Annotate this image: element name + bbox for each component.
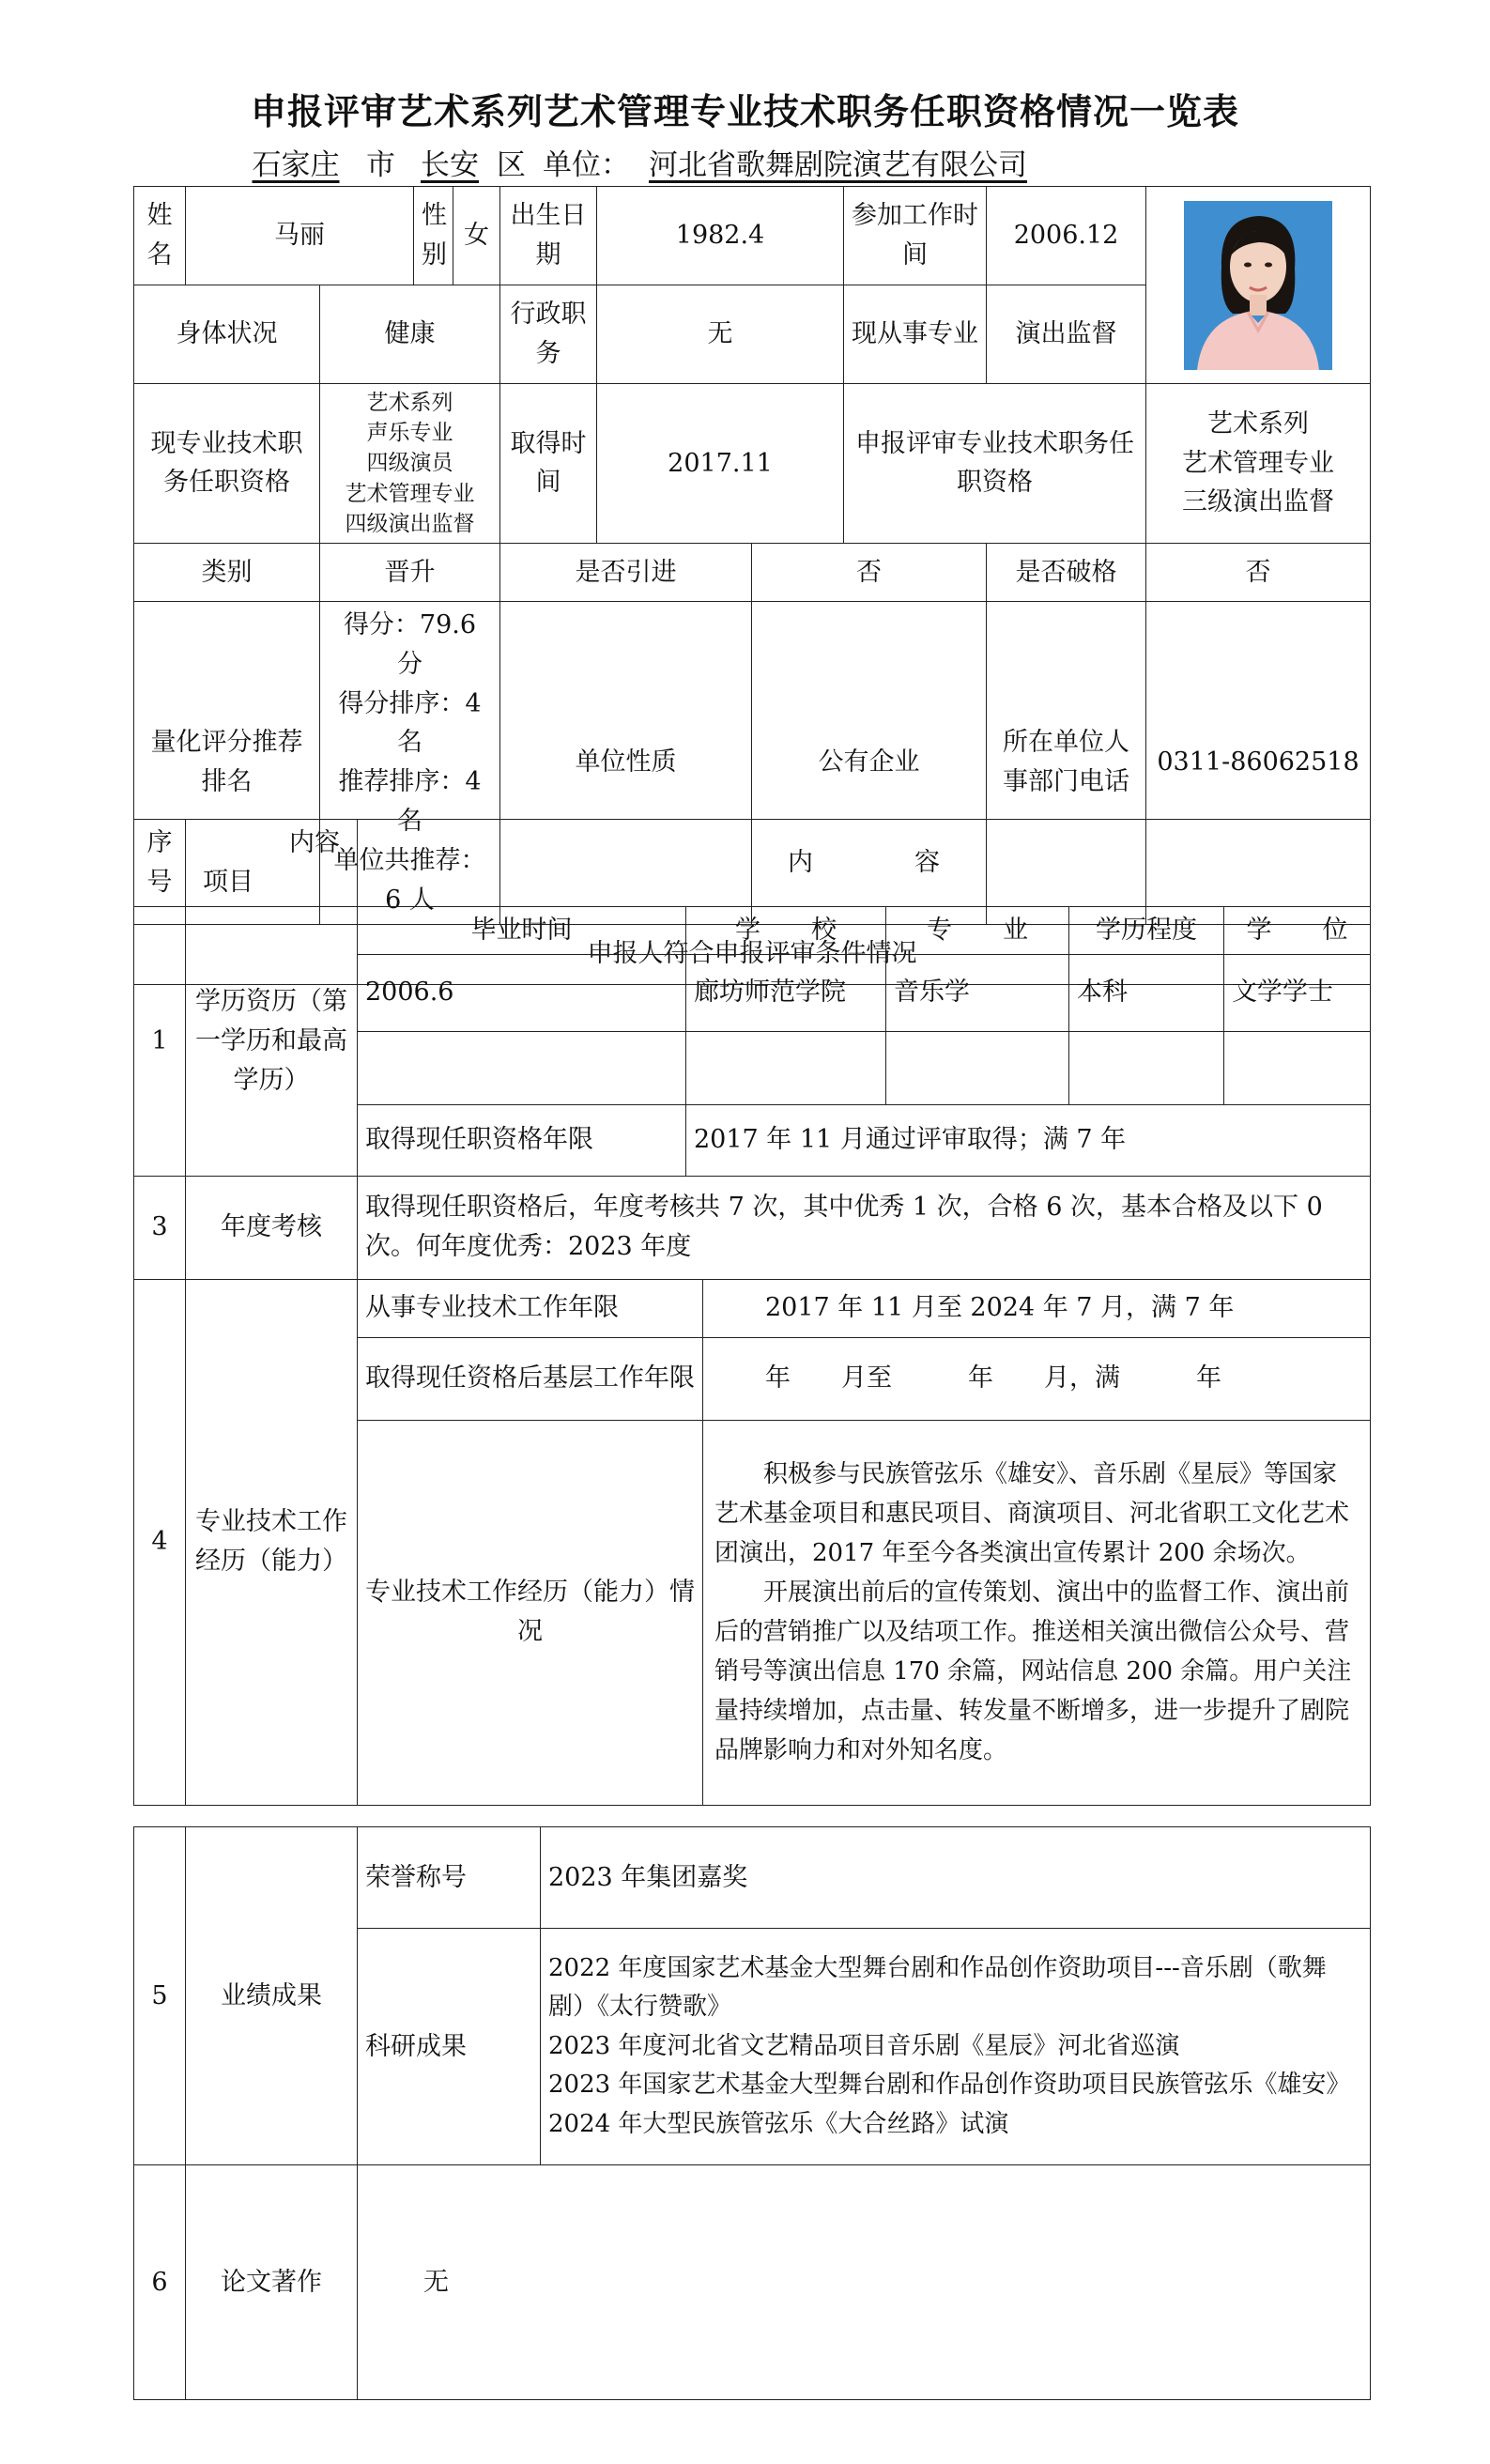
apply-title-line: 三级演出监督 — [1182, 487, 1335, 517]
current-title-value — [320, 384, 500, 544]
achievements-seq: 5 — [134, 1827, 186, 2165]
admin-value: 无 — [597, 285, 844, 384]
achievements-table — [133, 1826, 1371, 2400]
experience-detail-label: 专业技术工作经历（能力）情况 — [358, 1420, 703, 1805]
research-label: 科研成果 — [358, 1929, 541, 2165]
achievements-label: 业绩成果 — [186, 1827, 358, 2165]
introduced-value: 否 — [752, 543, 987, 601]
work-start-label: 参加工作时间 — [844, 187, 987, 285]
current-title-line: 艺术管理专业 — [345, 481, 475, 506]
edu-col-grad-time: 毕业时间 — [358, 906, 686, 954]
exception-label: 是否破格 — [987, 543, 1146, 601]
experience-base-label: 取得现任资格后基层工作年限 — [358, 1337, 703, 1420]
unit-type-label: 单位性质 — [500, 601, 752, 924]
category-value: 晋升 — [320, 543, 500, 601]
gender-label: 性别 — [414, 187, 453, 285]
content-header: 内 容 — [358, 820, 1371, 907]
health-label: 身体状况 — [134, 285, 320, 384]
edu-major: 音乐学 — [886, 954, 1069, 1031]
edu-level: 本科 — [1069, 954, 1224, 1031]
assessment-text: 取得现任职资格后，年度考核共 7 次，其中优秀 1 次，合格 6 次，基本合格及以下 0 次。何年度优秀：2023 年度 — [358, 1176, 1371, 1279]
city-label: 市 — [366, 148, 395, 182]
apply-title-label: 申报评审专业技术职务任职资格 — [844, 384, 1146, 544]
hr-label: 所在单位人事部门电话 — [987, 601, 1146, 924]
experience-years-value: 2017 年 11 月至 2024 年 7 月，满 7 年 — [703, 1279, 1371, 1337]
current-major-value: 演出监督 — [987, 285, 1146, 384]
edu-grad-time: 2006.6 — [358, 954, 686, 1031]
score-label: 量化评分推荐排名 — [134, 601, 320, 924]
obtain-value: 2017.11 — [597, 384, 844, 544]
edu-empty-cell — [686, 1031, 886, 1104]
item-header-item: 项目 — [203, 867, 253, 897]
edu-seq: 1 — [134, 906, 186, 1176]
apply-title-value — [1146, 384, 1371, 544]
current-major-label: 现从事专业 — [844, 285, 987, 384]
name-value: 马丽 — [186, 187, 414, 285]
work-start-value: 2006.12 — [987, 187, 1146, 285]
applicant-photo — [1184, 201, 1332, 370]
birth-value: 1982.4 — [597, 187, 844, 285]
admin-label: 行政职务 — [500, 285, 597, 384]
conditions-table — [133, 819, 1371, 1806]
district-value: 长安 — [421, 148, 479, 182]
current-title-line: 艺术系列 — [366, 391, 453, 415]
assessment-seq: 3 — [134, 1176, 186, 1279]
apply-title-line: 艺术系列 — [1207, 408, 1310, 439]
current-title-line: 四级演出监督 — [345, 511, 475, 536]
edu-col-level: 学历程度 — [1069, 906, 1224, 954]
papers-value: 无 — [358, 2165, 1371, 2400]
edu-empty-cell — [1069, 1031, 1224, 1104]
category-label: 类别 — [134, 543, 320, 601]
edu-years-value: 2017 年 11 月通过评审取得；满 7 年 — [686, 1104, 1371, 1176]
edu-empty-cell — [886, 1031, 1069, 1104]
exception-value: 否 — [1146, 543, 1371, 601]
conditions-section-title: 申报人符合申报评审条件情况 — [134, 924, 1371, 984]
edu-degree: 文学学士 — [1224, 954, 1371, 1031]
item-header — [186, 820, 358, 907]
unit-label: 单位： — [543, 148, 630, 182]
experience-paragraph: 积极参与民族管弦乐《雄安》、音乐剧《星辰》等国家艺术基金项目和惠民项目、商演项目、河北省职工文化艺术团演出，2017 年至今各类演出宣传累计 200 余场次。 — [714, 1459, 1350, 1567]
honor-label: 荣誉称号 — [358, 1827, 541, 1929]
papers-label: 论文著作 — [186, 2165, 358, 2400]
unit-value: 河北省歌舞剧院演艺有限公司 — [649, 148, 1027, 182]
current-title-line: 声乐专业 — [366, 421, 453, 446]
experience-paragraph: 开展演出前后的宣传策划、演出中的监督工作、演出前后的营销推广以及结项工作。推送相关演出微信公众号、营销号等演出信息 170 余篇，网站信息 200 余篇。用户关注量持续增加，点击量、转发量不断增多，进一步提升了剧院品牌影响力和对外知名度。 — [714, 1578, 1352, 1765]
honor-value: 2023 年集团嘉奖 — [541, 1827, 1371, 1929]
health-value: 健康 — [320, 285, 500, 384]
experience-detail — [703, 1420, 1371, 1805]
item-header-content: 内容 — [289, 828, 340, 857]
score-line: 单位共推荐：6 人 — [333, 846, 486, 915]
seq-header: 序号 — [134, 820, 186, 907]
hr-phone: 0311-86062518 — [1146, 601, 1371, 924]
name-label: 姓名 — [134, 187, 186, 285]
assessment-label: 年度考核 — [186, 1176, 358, 1279]
research-list — [541, 1929, 1371, 2165]
edu-empty-cell — [358, 1031, 686, 1104]
gender-value: 女 — [453, 187, 500, 285]
edu-empty-cell — [1224, 1031, 1371, 1104]
research-item: 2023 年国家艺术基金大型舞台剧和作品创作资助项目民族管弦乐《雄安》 — [548, 2071, 1351, 2100]
portrait-image — [1184, 201, 1332, 370]
edu-school: 廊坊师范学院 — [686, 954, 886, 1031]
apply-title-line: 艺术管理专业 — [1182, 448, 1335, 478]
experience-years-label: 从事专业技术工作年限 — [358, 1279, 703, 1337]
edu-years-label: 取得现任职资格年限 — [358, 1104, 686, 1176]
score-line: 得分排序：4 名 — [338, 688, 482, 758]
introduced-label: 是否引进 — [500, 543, 752, 601]
page-title: 申报评审艺术系列艺术管理专业技术职务任职资格情况一览表 — [250, 91, 1239, 132]
edu-col-school: 学 校 — [686, 906, 886, 954]
edu-col-degree: 学 位 — [1224, 906, 1371, 954]
current-title-line: 四级演员 — [366, 451, 453, 476]
unit-type-value: 公有企业 — [752, 601, 987, 924]
obtain-label: 取得时间 — [500, 384, 597, 544]
photo-cell — [1146, 187, 1371, 384]
research-item: 2022 年度国家艺术基金大型舞台剧和作品创作资助项目---音乐剧（歌舞剧）《太行赞歌》 — [548, 1953, 1327, 2022]
papers-seq: 6 — [134, 2165, 186, 2400]
city-value: 石家庄 — [252, 148, 340, 182]
district-label: 区 — [497, 148, 526, 182]
edu-label: 学历资历（第一学历和最高学历） — [186, 906, 358, 1176]
score-line: 推荐排序：4 名 — [338, 767, 482, 837]
experience-base-value: 年 月至 年 月，满 年 — [703, 1337, 1371, 1420]
current-title-label: 现专业技术职务任职资格 — [134, 384, 320, 544]
score-line: 得分：79.6 分 — [343, 609, 477, 679]
experience-label: 专业技术工作经历（能力） — [186, 1279, 358, 1805]
research-item: 2023 年度河北省文艺精品项目音乐剧《星辰》河北省巡演 — [548, 2031, 1180, 2060]
birth-label: 出生日期 — [500, 187, 597, 285]
header-line — [225, 141, 1099, 183]
edu-col-major: 专 业 — [886, 906, 1069, 954]
research-item: 2024 年大型民族管弦乐《大合丝路》试演 — [548, 2109, 1009, 2138]
experience-seq: 4 — [134, 1279, 186, 1805]
